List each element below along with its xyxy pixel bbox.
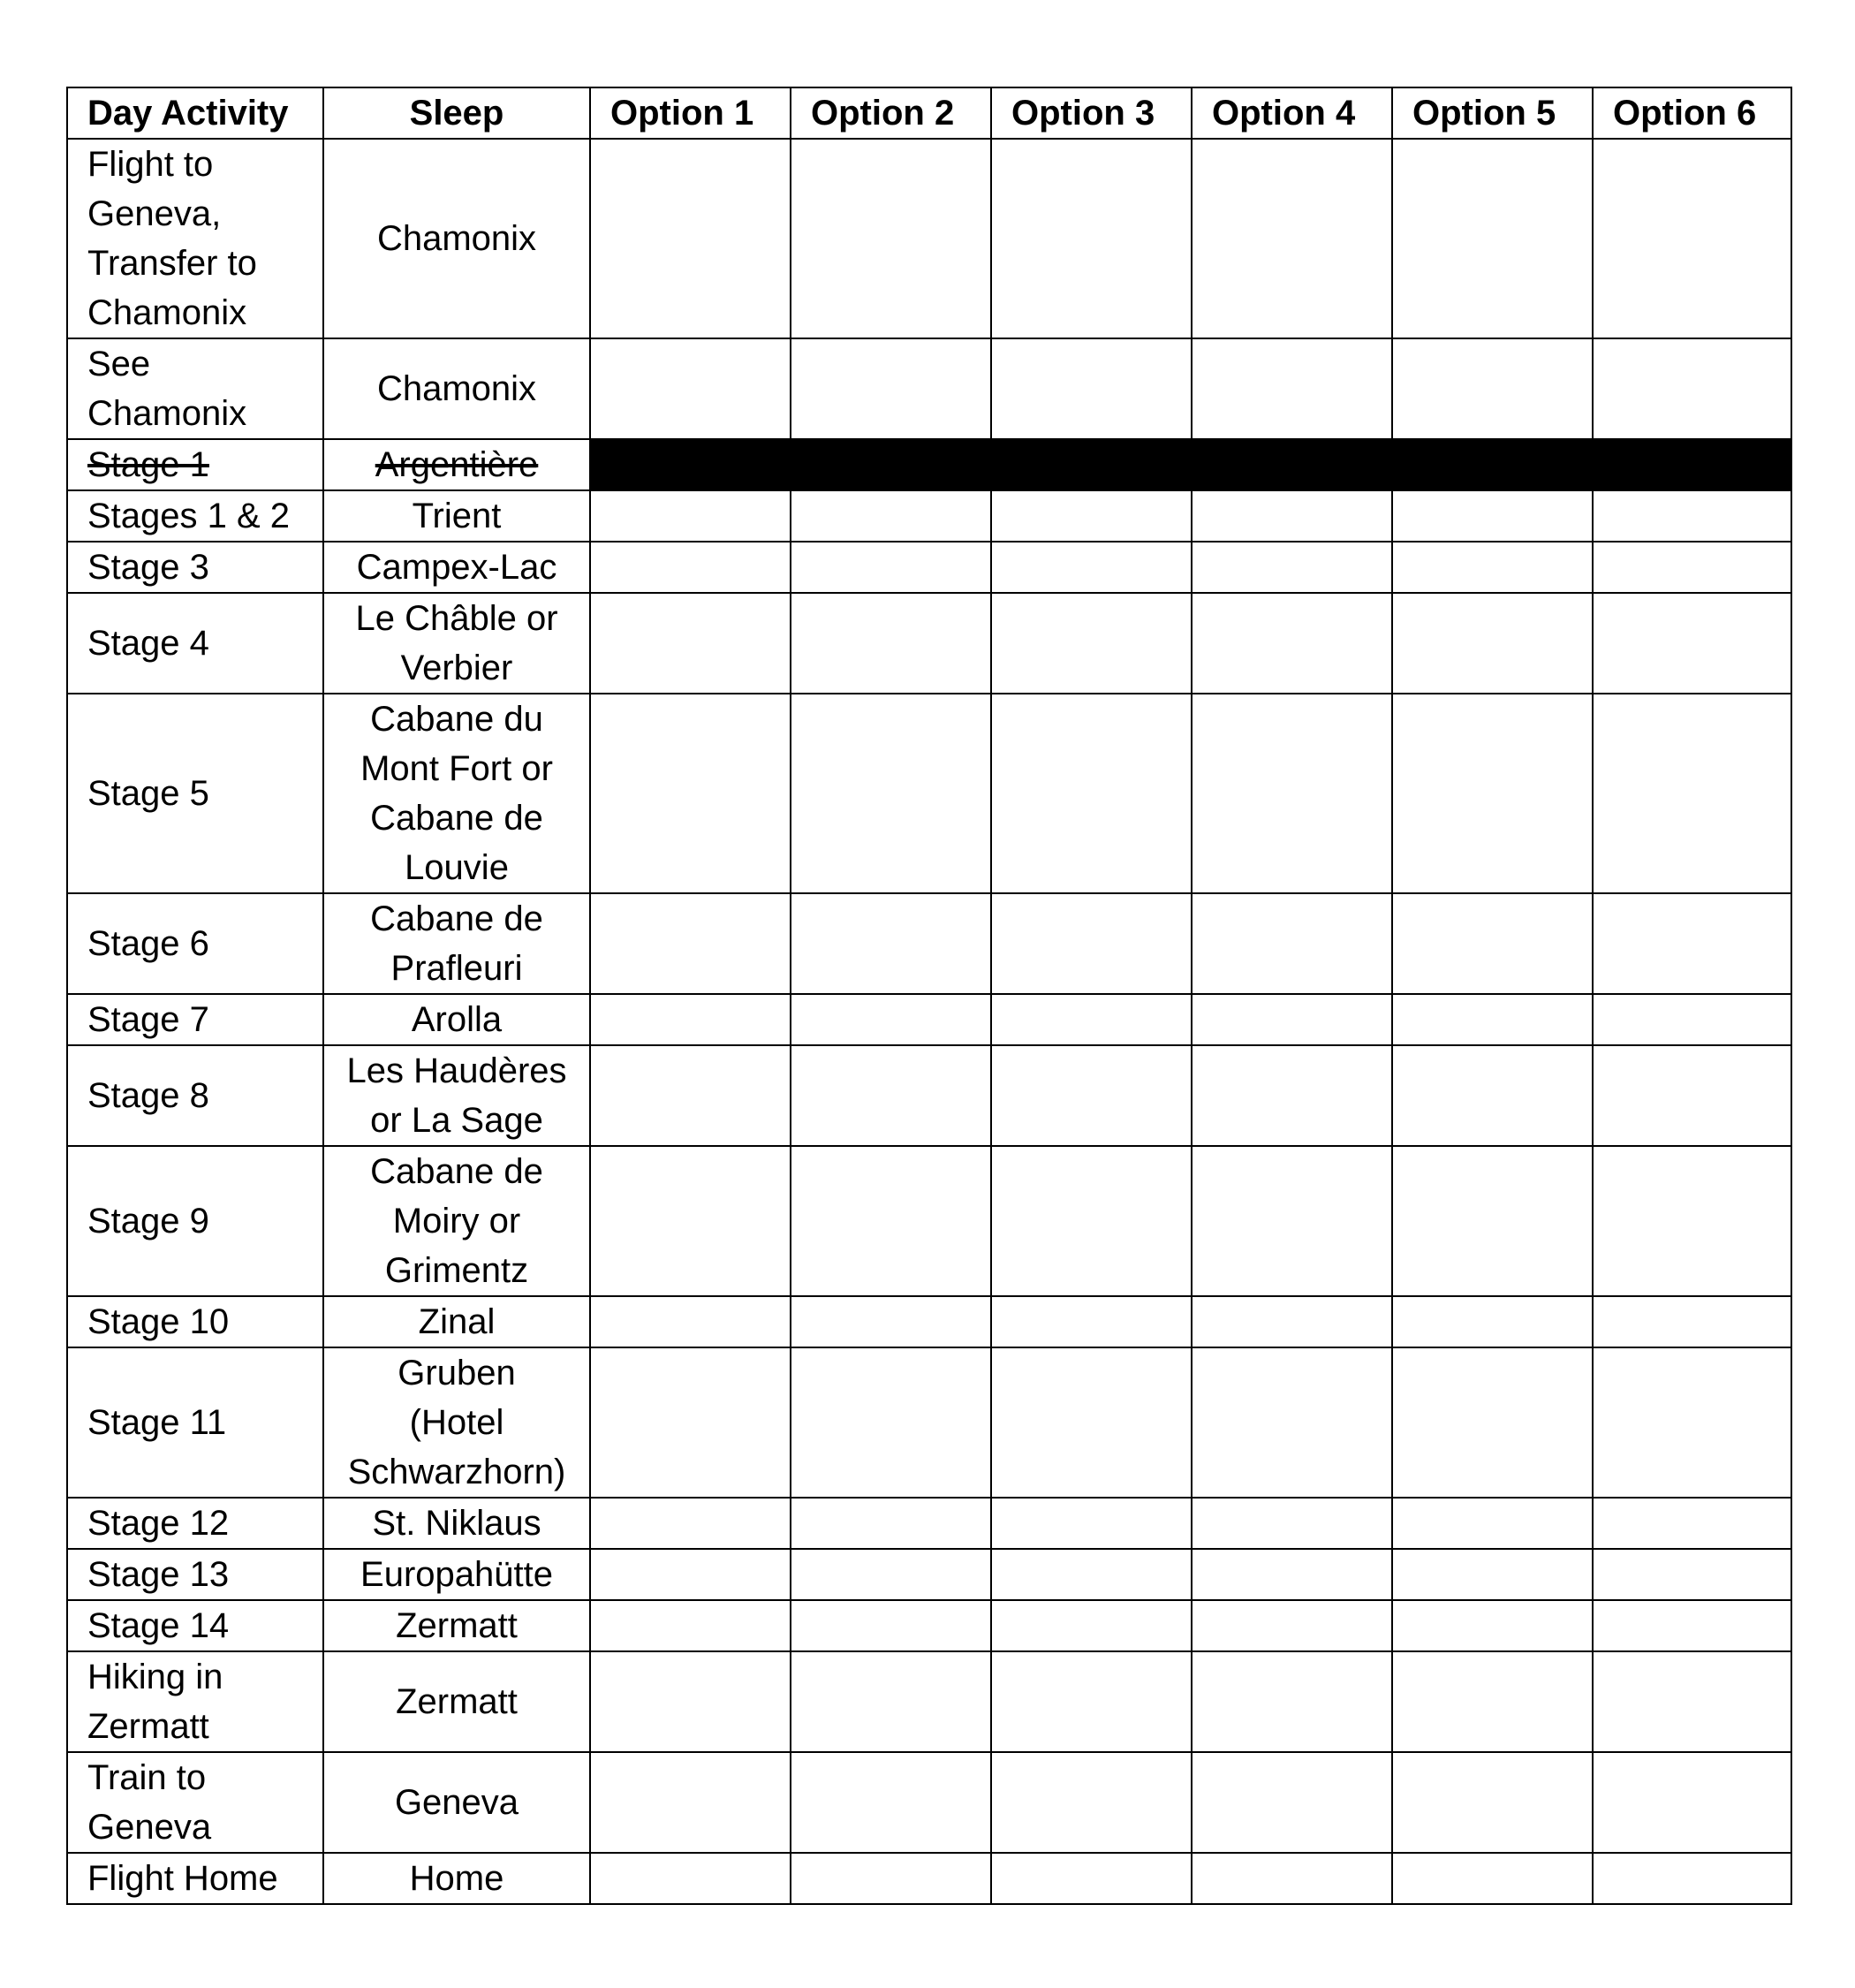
cell-sleep: Argentière (323, 439, 590, 490)
cell-option-2[interactable] (791, 1752, 991, 1853)
cell-day-activity: Stage 1 (67, 439, 323, 490)
cell-option-5[interactable] (1392, 893, 1593, 994)
header-day-activity: Day Activity (67, 87, 323, 139)
cell-sleep: Campex-Lac (323, 542, 590, 593)
cell-day-activity: Stage 13 (67, 1549, 323, 1600)
table-row (67, 994, 1791, 1045)
cell-option-3[interactable] (991, 694, 1192, 893)
header-option-1: Option 1 (590, 87, 791, 139)
table-row (67, 1853, 1791, 1904)
cell-option-1[interactable] (590, 1651, 791, 1752)
cell-sleep: Home (323, 1853, 590, 1904)
cell-option-1[interactable] (590, 490, 791, 542)
table-row (67, 1146, 1791, 1296)
cell-day-activity: Flight Home (67, 1853, 323, 1904)
cell-option-5[interactable] (1392, 593, 1593, 694)
table-row (67, 439, 1791, 490)
table-row (67, 1498, 1791, 1549)
cell-option-5[interactable] (1392, 1752, 1593, 1853)
cell-sleep: Europahütte (323, 1549, 590, 1600)
cell-option-4[interactable] (1192, 994, 1392, 1045)
cell-option-2[interactable] (791, 1347, 991, 1498)
table-row (67, 1045, 1791, 1146)
cell-option-2[interactable] (791, 1549, 991, 1600)
cell-option-6[interactable] (1593, 338, 1791, 439)
table-row (67, 490, 1791, 542)
cell-option-4[interactable] (1192, 1045, 1392, 1146)
cell-option-1[interactable] (590, 139, 791, 338)
cell-option-2[interactable] (791, 1296, 991, 1347)
cell-option-3[interactable] (991, 542, 1192, 593)
cell-option-4[interactable] (1192, 694, 1392, 893)
cell-day-activity: Flight to Geneva, Transfer to Chamonix (67, 139, 323, 338)
cell-day-activity: Stage 3 (67, 542, 323, 593)
cell-option-3[interactable] (991, 1045, 1192, 1146)
header-option-3: Option 3 (991, 87, 1192, 139)
cell-option-3[interactable] (991, 439, 1192, 490)
cell-option-4[interactable] (1192, 490, 1392, 542)
cell-sleep: Zermatt (323, 1651, 590, 1752)
cell-option-6[interactable] (1593, 694, 1791, 893)
cell-option-3[interactable] (991, 1549, 1192, 1600)
cell-option-6[interactable] (1593, 1853, 1791, 1904)
cell-option-6[interactable] (1593, 490, 1791, 542)
table-row (67, 1752, 1791, 1853)
cell-day-activity: Stage 12 (67, 1498, 323, 1549)
cell-option-3[interactable] (991, 1752, 1192, 1853)
cell-option-5[interactable] (1392, 139, 1593, 338)
cell-option-3[interactable] (991, 1853, 1192, 1904)
cell-option-4[interactable] (1192, 1651, 1392, 1752)
cell-option-1[interactable] (590, 1600, 791, 1651)
table-row (67, 542, 1791, 593)
cell-option-2[interactable] (791, 542, 991, 593)
cell-option-2[interactable] (791, 1600, 991, 1651)
cell-sleep: Arolla (323, 994, 590, 1045)
table-row (67, 893, 1791, 994)
table-row (67, 1651, 1791, 1752)
cell-sleep: Gruben (Hotel Schwarzhorn) (323, 1347, 590, 1498)
cell-sleep: St. Niklaus (323, 1498, 590, 1549)
cell-day-activity: Stage 7 (67, 994, 323, 1045)
cell-option-4[interactable] (1192, 593, 1392, 694)
cell-option-2[interactable] (791, 1146, 991, 1296)
cell-option-6[interactable] (1593, 542, 1791, 593)
table-row (67, 593, 1791, 694)
cell-option-2[interactable] (791, 593, 991, 694)
cell-option-2[interactable] (791, 338, 991, 439)
cell-option-6[interactable] (1593, 593, 1791, 694)
cell-option-3[interactable] (991, 338, 1192, 439)
cell-option-4[interactable] (1192, 439, 1392, 490)
cell-option-5[interactable] (1392, 1347, 1593, 1498)
cell-option-4[interactable] (1192, 1146, 1392, 1296)
cell-day-activity: Stage 8 (67, 1045, 323, 1146)
cell-option-5[interactable] (1392, 1853, 1593, 1904)
cell-option-1[interactable] (590, 439, 791, 490)
cell-option-5[interactable] (1392, 1651, 1593, 1752)
table-row (67, 139, 1791, 338)
table-row (67, 694, 1791, 893)
cell-option-3[interactable] (991, 490, 1192, 542)
cell-option-6[interactable] (1593, 1045, 1791, 1146)
cell-day-activity: See Chamonix (67, 338, 323, 439)
cell-option-4[interactable] (1192, 1347, 1392, 1498)
cell-day-activity: Stage 11 (67, 1347, 323, 1498)
cell-option-1[interactable] (590, 1752, 791, 1853)
table-row (67, 1347, 1791, 1498)
cell-sleep: Zermatt (323, 1600, 590, 1651)
cell-option-6[interactable] (1593, 1498, 1791, 1549)
cell-option-2[interactable] (791, 994, 991, 1045)
cell-option-2[interactable] (791, 893, 991, 994)
cell-option-3[interactable] (991, 1600, 1192, 1651)
cell-option-1[interactable] (590, 338, 791, 439)
cell-option-4[interactable] (1192, 1600, 1392, 1651)
header-option-6: Option 6 (1593, 87, 1791, 139)
header-option-4: Option 4 (1192, 87, 1392, 139)
cell-option-2[interactable] (791, 139, 991, 338)
cell-option-5[interactable] (1392, 994, 1593, 1045)
cell-option-1[interactable] (590, 1498, 791, 1549)
cell-sleep: Cabane de Moiry or Grimentz (323, 1146, 590, 1296)
cell-option-1[interactable] (590, 542, 791, 593)
cell-option-4[interactable] (1192, 893, 1392, 994)
cell-option-6[interactable] (1593, 1752, 1791, 1853)
cell-option-5[interactable] (1392, 490, 1593, 542)
cell-sleep: Zinal (323, 1296, 590, 1347)
cell-option-1[interactable] (590, 694, 791, 893)
cell-option-4[interactable] (1192, 139, 1392, 338)
cell-sleep: Cabane du Mont Fort or Cabane de Louvie (323, 694, 590, 893)
cell-option-6[interactable] (1593, 893, 1791, 994)
cell-option-5[interactable] (1392, 1498, 1593, 1549)
cell-option-3[interactable] (991, 994, 1192, 1045)
header-option-5: Option 5 (1392, 87, 1593, 139)
cell-option-5[interactable] (1392, 439, 1593, 490)
cell-option-5[interactable] (1392, 1549, 1593, 1600)
cell-sleep: Chamonix (323, 338, 590, 439)
cell-day-activity: Stages 1 & 2 (67, 490, 323, 542)
cell-day-activity: Train to Geneva (67, 1752, 323, 1853)
cell-day-activity: Stage 10 (67, 1296, 323, 1347)
cell-option-5[interactable] (1392, 1600, 1593, 1651)
cell-option-6[interactable] (1593, 1549, 1791, 1600)
cell-sleep: Le Châble or Verbier (323, 593, 590, 694)
cell-day-activity: Stage 4 (67, 593, 323, 694)
header-option-2: Option 2 (791, 87, 991, 139)
cell-option-2[interactable] (791, 1498, 991, 1549)
cell-option-6[interactable] (1593, 1146, 1791, 1296)
cell-option-1[interactable] (590, 593, 791, 694)
cell-option-1[interactable] (590, 893, 791, 994)
header-sleep: Sleep (323, 87, 590, 139)
cell-sleep: Cabane de Prafleuri (323, 893, 590, 994)
cell-option-3[interactable] (991, 1347, 1192, 1498)
cell-sleep: Les Haudères or La Sage (323, 1045, 590, 1146)
cell-option-2[interactable] (791, 694, 991, 893)
cell-option-6[interactable] (1593, 1651, 1791, 1752)
cell-option-3[interactable] (991, 1296, 1192, 1347)
cell-option-1[interactable] (590, 1347, 791, 1498)
cell-day-activity: Stage 9 (67, 1146, 323, 1296)
cell-option-2[interactable] (791, 1045, 991, 1146)
cell-option-1[interactable] (590, 1296, 791, 1347)
cell-option-5[interactable] (1392, 542, 1593, 593)
cell-option-3[interactable] (991, 593, 1192, 694)
cell-option-3[interactable] (991, 1146, 1192, 1296)
cell-option-1[interactable] (590, 994, 791, 1045)
cell-option-2[interactable] (791, 1853, 991, 1904)
cell-day-activity: Hiking in Zermatt (67, 1651, 323, 1752)
cell-option-3[interactable] (991, 139, 1192, 338)
cell-option-1[interactable] (590, 1853, 791, 1904)
cell-option-3[interactable] (991, 1498, 1192, 1549)
cell-day-activity: Stage 6 (67, 893, 323, 994)
cell-option-5[interactable] (1392, 338, 1593, 439)
cell-sleep: Geneva (323, 1752, 590, 1853)
table-row (67, 1296, 1791, 1347)
cell-day-activity: Stage 14 (67, 1600, 323, 1651)
cell-option-1[interactable] (590, 1045, 791, 1146)
cell-option-4[interactable] (1192, 1752, 1392, 1853)
cell-sleep: Chamonix (323, 139, 590, 338)
cell-option-5[interactable] (1392, 694, 1593, 893)
table-row (67, 338, 1791, 439)
table-header (67, 87, 1791, 139)
itinerary-table (66, 87, 1792, 1905)
cell-option-6[interactable] (1593, 139, 1791, 338)
table-body (67, 139, 1791, 1904)
cell-option-6[interactable] (1593, 994, 1791, 1045)
cell-option-6[interactable] (1593, 1347, 1791, 1498)
header-row (67, 87, 1791, 139)
cell-option-2[interactable] (791, 439, 991, 490)
cell-option-5[interactable] (1392, 1296, 1593, 1347)
cell-option-5[interactable] (1392, 1045, 1593, 1146)
cell-option-3[interactable] (991, 893, 1192, 994)
cell-option-2[interactable] (791, 1651, 991, 1752)
cell-option-4[interactable] (1192, 1498, 1392, 1549)
cell-option-4[interactable] (1192, 1549, 1392, 1600)
cell-option-4[interactable] (1192, 542, 1392, 593)
cell-option-3[interactable] (991, 1651, 1192, 1752)
cell-sleep: Trient (323, 490, 590, 542)
cell-option-4[interactable] (1192, 1853, 1392, 1904)
table-row (67, 1549, 1791, 1600)
cell-option-4[interactable] (1192, 338, 1392, 439)
cell-option-6[interactable] (1593, 1600, 1791, 1651)
cell-option-5[interactable] (1392, 1146, 1593, 1296)
cell-option-1[interactable] (590, 1146, 791, 1296)
table-row (67, 1600, 1791, 1651)
cell-option-6[interactable] (1593, 1296, 1791, 1347)
cell-option-2[interactable] (791, 490, 991, 542)
cell-option-1[interactable] (590, 1549, 791, 1600)
cell-option-4[interactable] (1192, 1296, 1392, 1347)
cell-day-activity: Stage 5 (67, 694, 323, 893)
cell-option-6[interactable] (1593, 439, 1791, 490)
